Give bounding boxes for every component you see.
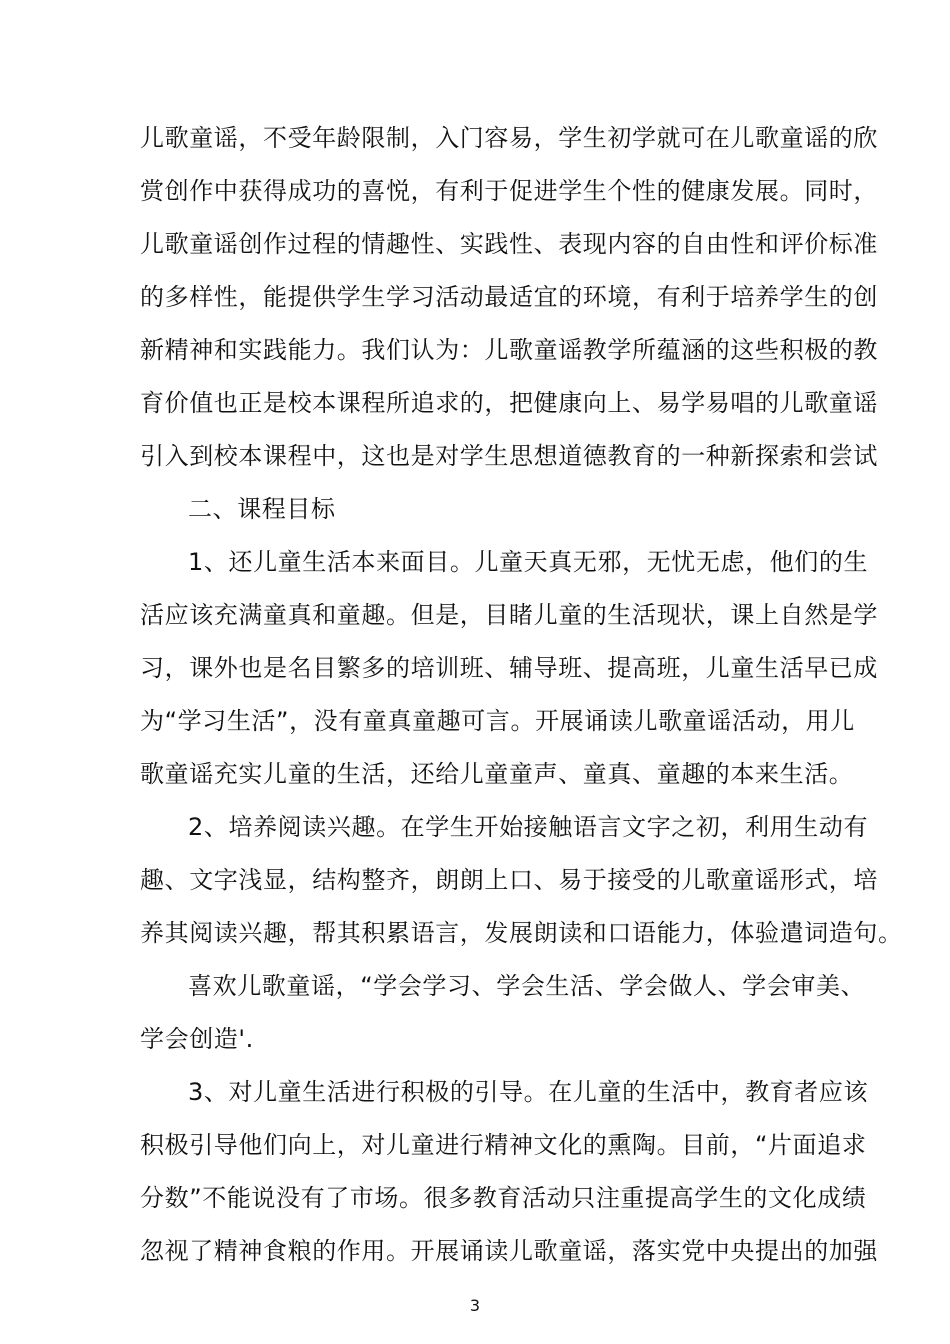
paragraph-line: 活应该充满童真和童趣。但是，目睹儿童的生活现状，课上自然是学 bbox=[140, 601, 878, 629]
paragraph-line: 为“学习生活”，没有童真童趣可言。开展诵读儿歌童谣活动，用儿 bbox=[140, 707, 855, 735]
paragraph-line: 分数”不能说没有了市场。很多教育活动只注重提高学生的文化成绩 bbox=[140, 1184, 867, 1212]
paragraph-line: 儿歌童谣，不受年龄限制，入门容易，学生初学就可在儿歌童谣的欣 bbox=[140, 124, 878, 152]
paragraph-line: 赏创作中获得成功的喜悦，有利于促进学生个性的健康发展。同时， bbox=[140, 177, 878, 205]
paragraph-line: 趣、文字浅显，结构整齐，朗朗上口、易于接受的儿歌童谣形式，培 bbox=[140, 866, 878, 894]
paragraph-line: 忽视了精神食粮的作用。开展诵读儿歌童谣，落实党中央提出的加强 bbox=[140, 1237, 878, 1265]
paragraph-line: 积极引导他们向上，对儿童进行精神文化的熏陶。目前，“片面追求 bbox=[140, 1131, 867, 1159]
paragraph-line: 新精神和实践能力。我们认为：儿歌童谣教学所蕴涵的这些积极的教 bbox=[140, 336, 878, 364]
paragraph-line: 歌童谣充实儿童的生活，还给儿童童声、童真、童趣的本来生活。 bbox=[140, 760, 854, 788]
paragraph-line: 育价值也正是校本课程所追求的，把健康向上、易学易唱的儿歌童谣 bbox=[140, 389, 878, 417]
paragraph-line: 习，课外也是名目繁多的培训班、辅导班、提高班，儿童生活早已成 bbox=[140, 654, 878, 682]
paragraph-line: 学会创造'. bbox=[140, 1025, 254, 1053]
paragraph-line: 养其阅读兴趣，帮其积累语言，发展朗读和口语能力，体验遣词造句。 bbox=[140, 919, 903, 947]
paragraph-line: 2、培养阅读兴趣。在学生开始接触语言文字之初，利用生动有 bbox=[188, 813, 869, 841]
paragraph-line: 3、对儿童生活进行积极的引导。在儿童的生活中，教育者应该 bbox=[188, 1078, 869, 1106]
page-number: 3 bbox=[469, 1296, 481, 1315]
paragraph-line: 1、还儿童生活本来面目。儿童天真无邪，无忧无虑，他们的生 bbox=[188, 548, 869, 576]
paragraph-line: 喜欢儿歌童谣，“学会学习、学会生活、学会做人、学会审美、 bbox=[188, 972, 866, 1000]
paragraph-line: 儿歌童谣创作过程的情趣性、实践性、表现内容的自由性和评价标准 bbox=[140, 230, 878, 258]
paragraph-line: 引入到校本课程中，这也是对学生思想道德教育的一种新探索和尝试 bbox=[140, 442, 878, 470]
paragraph-line: 的多样性，能提供学生学习活动最适宜的环境，有利于培养学生的创 bbox=[140, 283, 878, 311]
section-heading: 二、课程目标 bbox=[188, 495, 336, 523]
